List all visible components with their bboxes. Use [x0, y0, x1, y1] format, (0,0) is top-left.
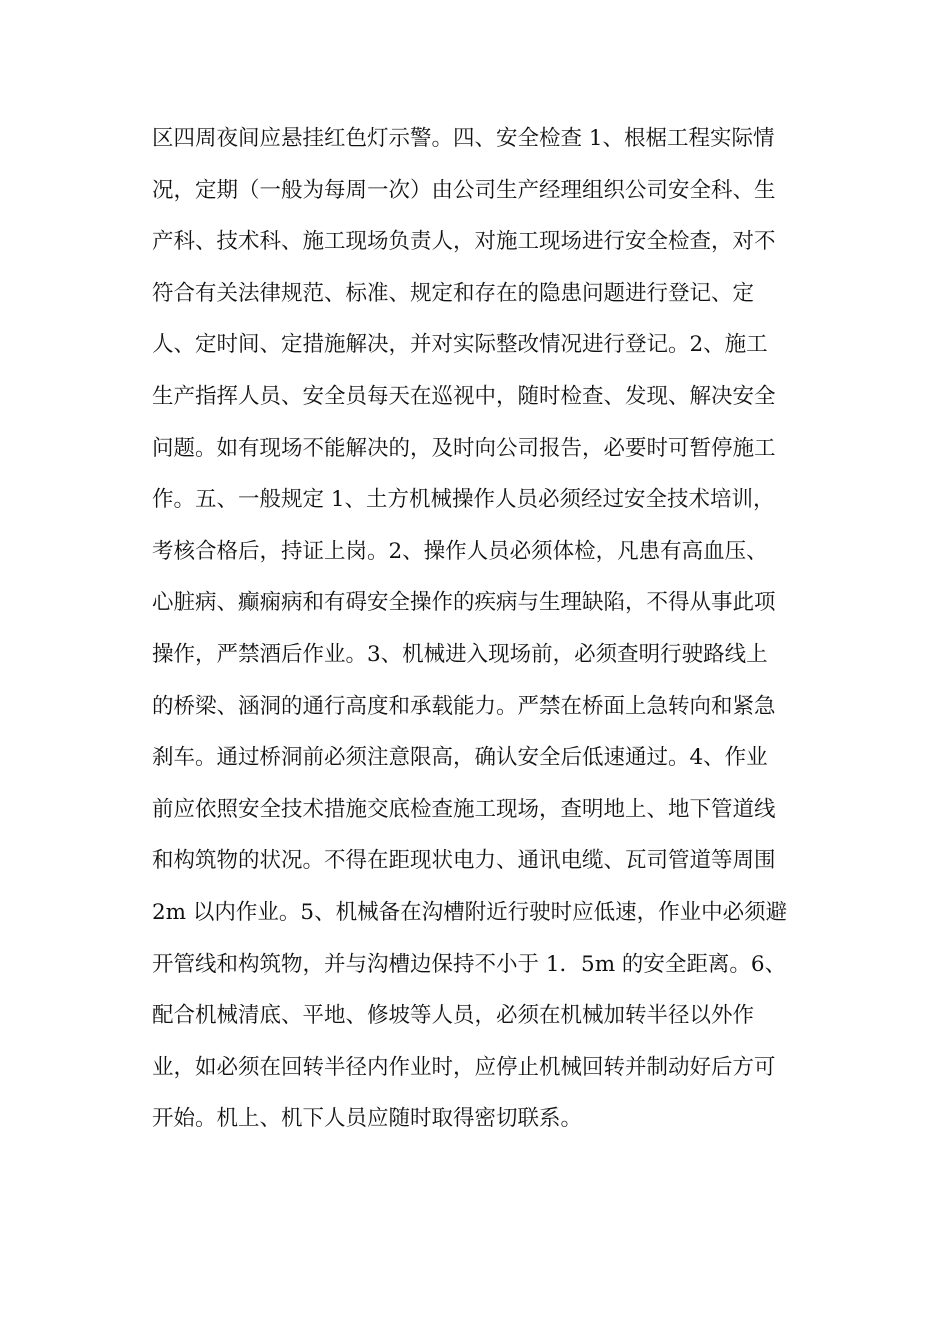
- text-line: 符合有关法律规范、标准、规定和存在的隐患问题进行登记、定: [152, 280, 755, 306]
- text-line: 操作，严禁酒后作业。3、机械进入现场前，必须查明行驶路线上: [152, 641, 768, 667]
- text-line: 业，如必须在回转半径内作业时，应停止机械回转并制动好后方可: [152, 1054, 776, 1080]
- text-line: 考核合格后，持证上岗。2、操作人员必须体检，凡患有高血压、: [152, 538, 768, 564]
- text-line: 开管线和构筑物，并与沟槽边保持不小于 1．5m 的安全距离。6、: [152, 951, 787, 977]
- text-line: 前应依照安全技术措施交底检查施工现场，查明地上、地下管道线: [152, 796, 776, 822]
- text-line: 开始。机上、机下人员应随时取得密切联系。: [152, 1106, 583, 1132]
- text-line: 2m 以内作业。5、机械备在沟槽附近行驶时应低速，作业中必须避: [152, 899, 788, 925]
- text-line: 的桥梁、涵洞的通行高度和承载能力。严禁在桥面上急转向和紧急: [152, 693, 776, 719]
- text-line: 配合机械清底、平地、修坡等人员，必须在机械加转半径以外作: [152, 1003, 755, 1029]
- text-line: 作。五、一般规定 1、土方机械操作人员必须经过安全技术培训，: [152, 487, 775, 513]
- text-line: 和构筑物的状况。不得在距现状电力、通讯电缆、瓦司管道等周围: [152, 848, 776, 874]
- text-line: 况，定期（一般为每周一次）由公司生产经理组织公司安全科、生: [152, 177, 776, 203]
- text-line: 心脏病、癫痫病和有碍安全操作的疾病与生理缺陷，不得从事此项: [152, 590, 776, 616]
- text-line: 问题。如有现场不能解决的，及时向公司报告，必要时可暂停施工: [152, 435, 776, 461]
- text-line: 生产指挥人员、安全员每天在巡视中，随时检查、发现、解决安全: [152, 383, 776, 409]
- body-text: [152, 113, 812, 1145]
- text-line: 刹车。通过桥洞前必须注意限高，确认安全后低速通过。4、作业: [152, 745, 768, 771]
- text-line: 区四周夜间应悬挂红色灯示警。四、安全检查 1、根椐工程实际情: [152, 126, 775, 151]
- text-line: 人、定时间、定措施解决，并对实际整改情况进行登记。2、施工: [152, 332, 768, 358]
- text-line: 产科、技术科、施工现场负责人，对施工现场进行安全检查，对不: [152, 229, 776, 255]
